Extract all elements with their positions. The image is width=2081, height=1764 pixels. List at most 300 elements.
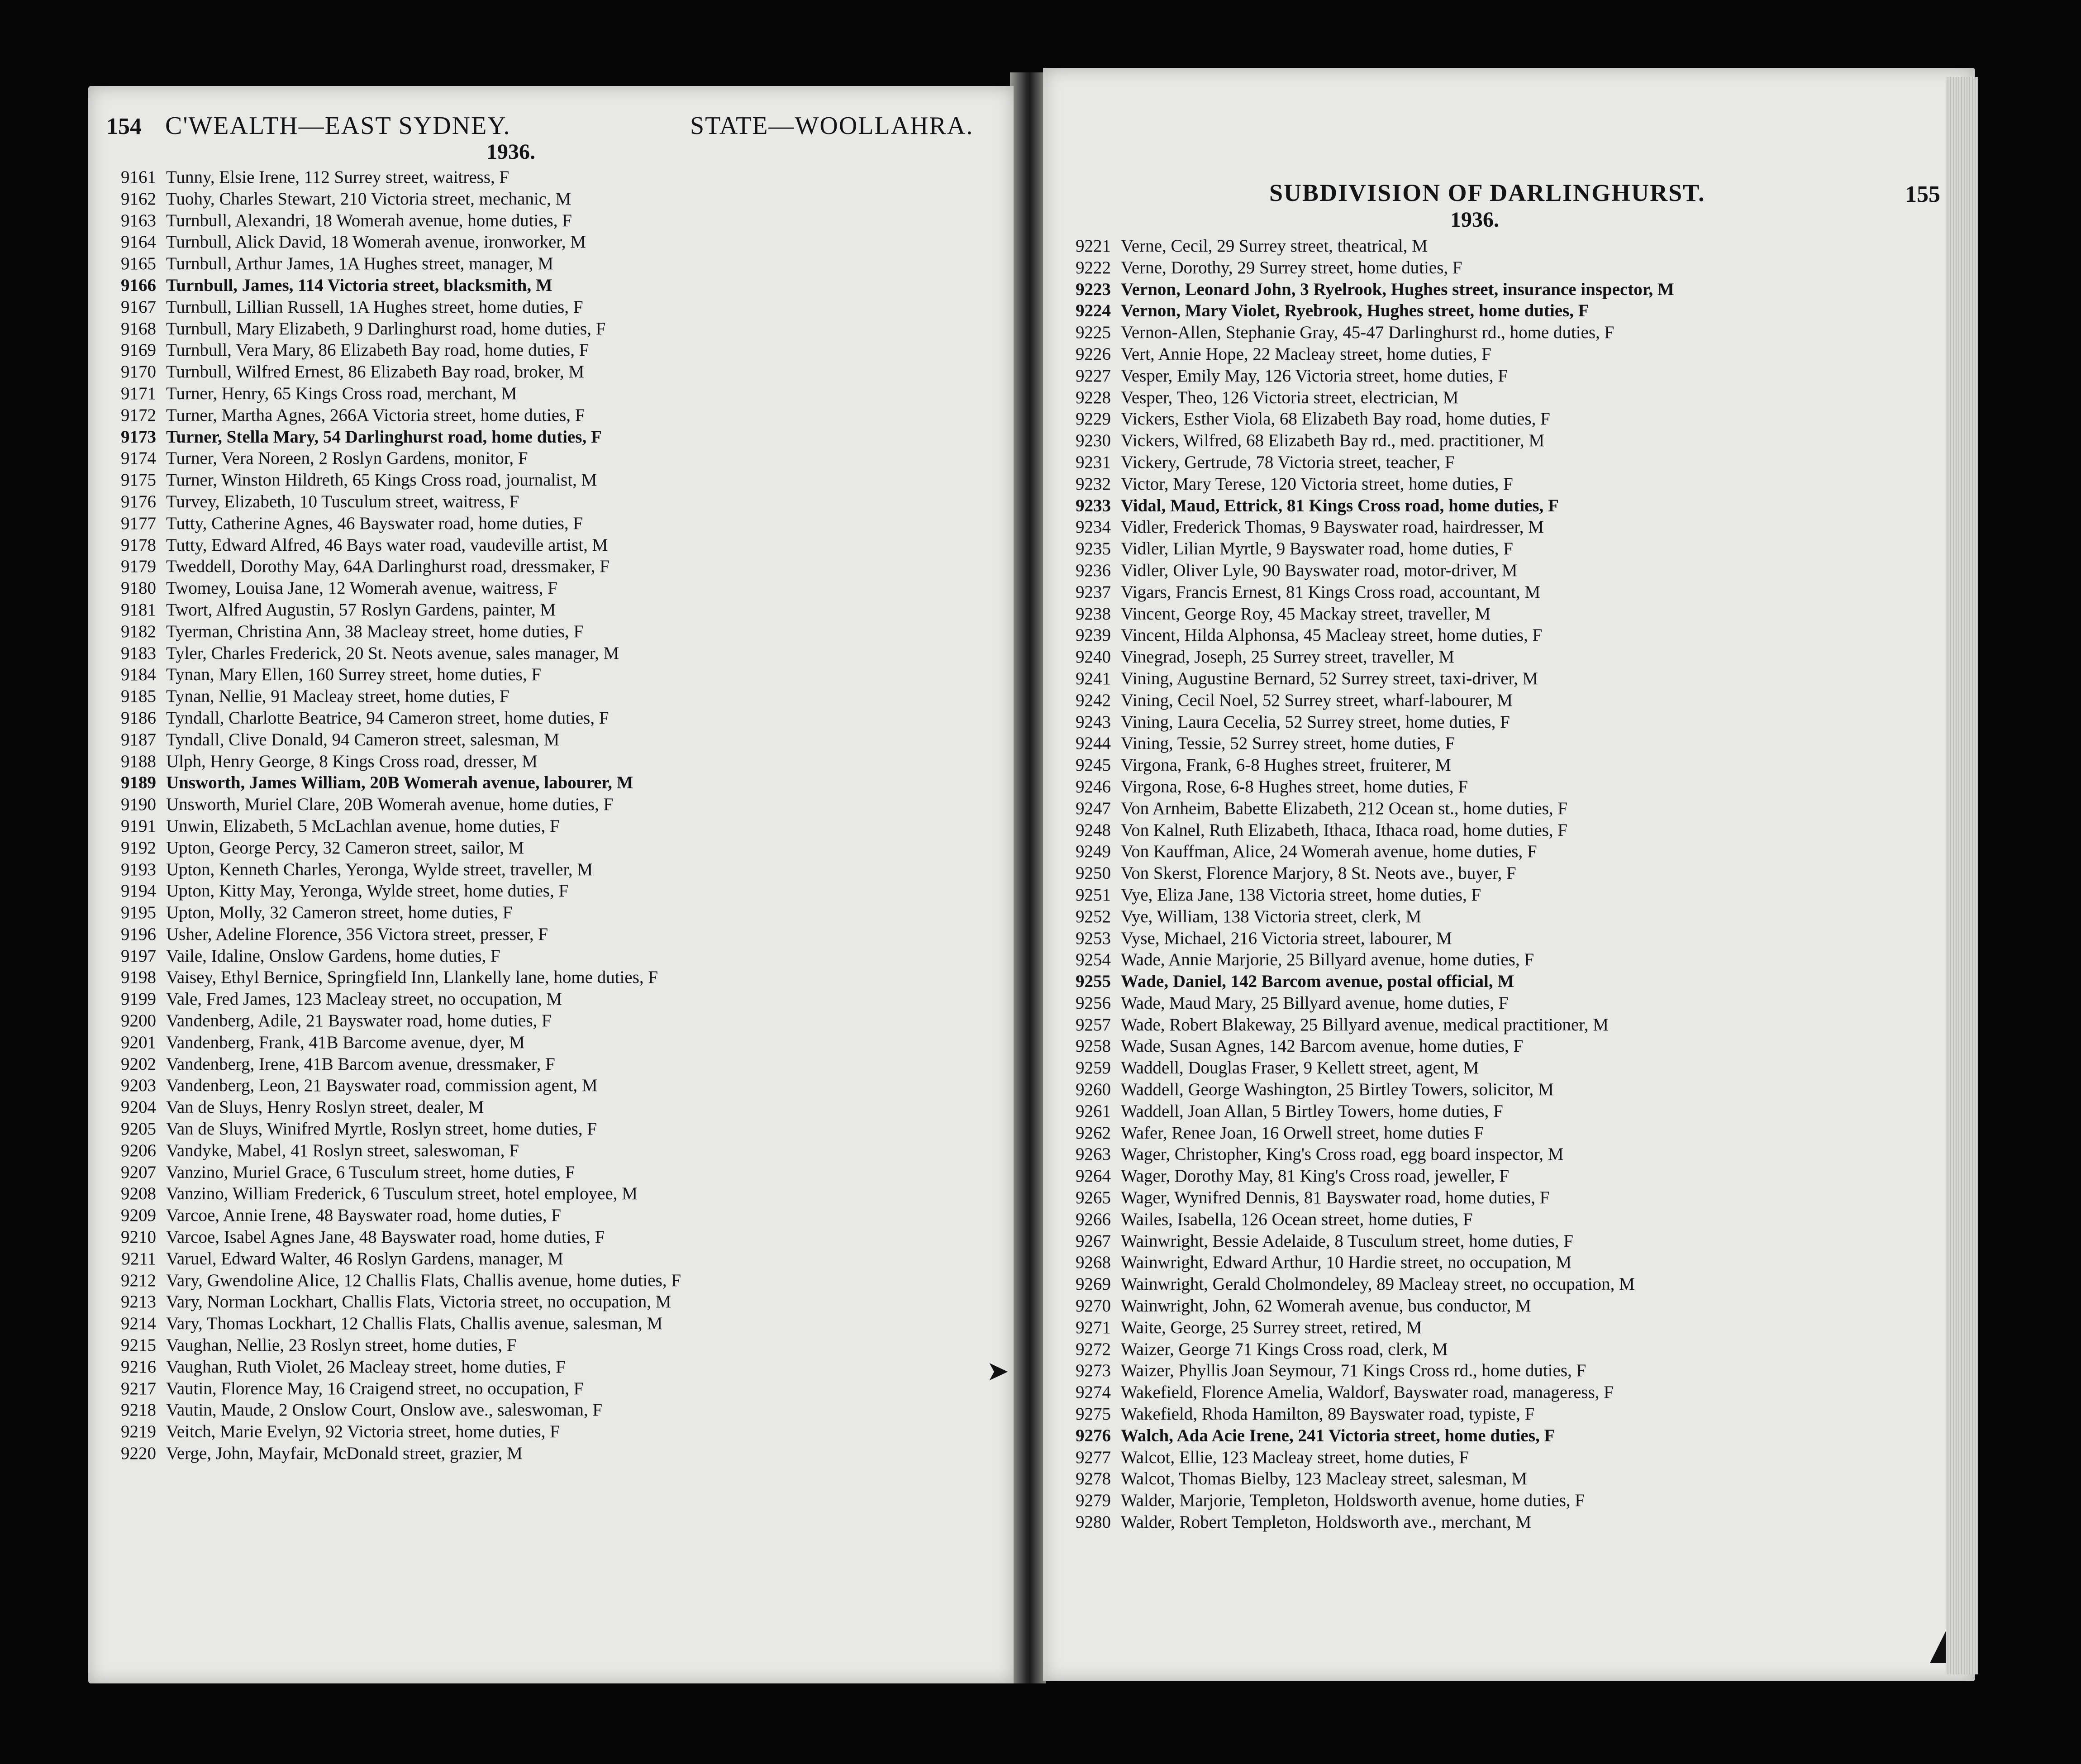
- entry-text: Vincent, Hilda Alphonsa, 45 Macleay street, home duties, F: [1121, 625, 1543, 645]
- entry-number: 9181: [121, 600, 156, 620]
- entry-number: 9266: [1076, 1209, 1111, 1229]
- directory-entry: [1043, 365, 1674, 387]
- entry-text: Wainwright, Edward Arthur, 10 Hardie street, no occupation, M: [1121, 1253, 1572, 1273]
- directory-entry: [1043, 820, 1674, 841]
- directory-entry: [88, 707, 681, 729]
- entry-text: Unsworth, Muriel Clare, 20B Womerah avenue, home duties, F: [166, 795, 614, 815]
- entry-number: 9194: [121, 881, 156, 901]
- entry-text: Waizer, Phyllis Joan Seymour, 71 Kings Cross rd., home duties, F: [1121, 1361, 1586, 1381]
- right-entries-list: [1043, 235, 1674, 1533]
- entry-text: Vandenberg, Frank, 41B Barcome avenue, dyer, M: [166, 1032, 525, 1052]
- directory-entry: [88, 1075, 681, 1097]
- entry-text: Walder, Robert Templeton, Holdsworth ave., merchant, M: [1121, 1512, 1532, 1532]
- directory-entry: [88, 1226, 681, 1248]
- entry-text: Vary, Thomas Lockhart, 12 Challis Flats, Challis avenue, salesman, M: [166, 1314, 663, 1334]
- entry-number: 9273: [1076, 1361, 1111, 1381]
- directory-entry: [1043, 1230, 1674, 1252]
- directory-entry: [88, 1399, 681, 1421]
- entry-number: 9270: [1076, 1296, 1111, 1316]
- entry-text: Verge, John, Mayfair, McDonald street, grazier, M: [166, 1444, 523, 1464]
- directory-entry: [88, 1205, 681, 1226]
- right-header: SUBDIVISION OF DARLINGHURST.: [1269, 179, 1705, 206]
- entry-number: 9188: [121, 751, 156, 771]
- entry-number: 9233: [1076, 496, 1111, 515]
- entry-text: Vidal, Maud, Ettrick, 81 Kings Cross road, home duties, F: [1121, 496, 1559, 515]
- entry-text: Vandyke, Mabel, 41 Roslyn street, saleswoman, F: [166, 1140, 519, 1160]
- entry-number: 9272: [1076, 1339, 1111, 1359]
- entry-number: 9163: [121, 210, 156, 230]
- entry-number: 9240: [1076, 647, 1111, 667]
- directory-entry: [1043, 1447, 1674, 1468]
- entry-number: 9241: [1076, 668, 1111, 688]
- directory-entry: [1043, 928, 1674, 949]
- entry-number: 9217: [121, 1378, 156, 1398]
- entry-text: Von Skerst, Florence Marjory, 8 St. Neots ave., buyer, F: [1121, 863, 1516, 883]
- entry-number: 9192: [121, 838, 156, 858]
- entry-text: Vandenberg, Leon, 21 Bayswater road, commission agent, M: [166, 1076, 598, 1096]
- entry-number: 9210: [121, 1227, 156, 1247]
- directory-entry: [1043, 408, 1674, 430]
- entry-number: 9280: [1076, 1512, 1111, 1532]
- entry-number: 9238: [1076, 604, 1111, 624]
- directory-entry: [1043, 1101, 1674, 1122]
- entry-number: 9165: [121, 254, 156, 274]
- directory-entry: [88, 383, 681, 405]
- entry-text: Varuel, Edward Walter, 46 Roslyn Gardens, manager, M: [166, 1249, 563, 1268]
- entry-text: Wakefield, Rhoda Hamilton, 89 Bayswater road, typiste, F: [1121, 1404, 1535, 1424]
- entry-number: 9260: [1076, 1080, 1111, 1100]
- entry-text: Vary, Gwendoline Alice, 12 Challis Flats, Challis avenue, home duties, F: [166, 1270, 681, 1290]
- directory-entry: [1043, 1079, 1674, 1101]
- directory-entry: [88, 339, 681, 361]
- entry-text: Wager, Wynifred Dennis, 81 Bayswater road, home duties, F: [1121, 1188, 1550, 1208]
- entry-text: Vigars, Francis Ernest, 81 Kings Cross road, accountant, M: [1121, 582, 1540, 602]
- entry-number: 9267: [1076, 1231, 1111, 1251]
- entry-number: 9252: [1076, 906, 1111, 926]
- entry-number: 9182: [121, 621, 156, 641]
- entry-text: Tutty, Catherine Agnes, 46 Bayswater road, home duties, F: [166, 513, 583, 533]
- entry-number: 9191: [121, 816, 156, 836]
- entry-text: Wade, Daniel, 142 Barcom avenue, postal official, M: [1121, 972, 1514, 992]
- entry-text: Vincent, George Roy, 45 Mackay street, traveller, M: [1121, 604, 1491, 624]
- directory-entry: [1043, 1209, 1674, 1230]
- entry-number: 9229: [1076, 409, 1111, 429]
- entry-text: Twort, Alfred Augustin, 57 Roslyn Gardens, painter, M: [166, 600, 556, 620]
- entry-text: Wade, Annie Marjorie, 25 Billyard avenue, home duties, F: [1121, 950, 1534, 970]
- entry-number: 9219: [121, 1422, 156, 1442]
- entry-number: 9202: [121, 1054, 156, 1074]
- directory-entry: [1043, 1382, 1674, 1403]
- directory-entry: [88, 1010, 681, 1032]
- entry-text: Vaughan, Ruth Violet, 26 Macleay street, home duties, F: [166, 1357, 566, 1377]
- entry-text: Waizer, George 71 Kings Cross road, clerk, M: [1121, 1339, 1448, 1359]
- entry-number: 9268: [1076, 1253, 1111, 1273]
- left-header-left: C'WEALTH—EAST SYDNEY.: [165, 112, 511, 140]
- directory-entry: [1043, 343, 1674, 365]
- directory-entry: [88, 1097, 681, 1118]
- entry-text: Wakefield, Florence Amelia, Waldorf, Bayswater road, manageress, F: [1121, 1383, 1614, 1402]
- entry-text: Turnbull, Alexandri, 18 Womerah avenue, home duties, F: [166, 210, 572, 230]
- entry-number: 9225: [1076, 323, 1111, 343]
- entry-number: 9178: [121, 535, 156, 555]
- entry-number: 9209: [121, 1206, 156, 1225]
- directory-entry: [1043, 1035, 1674, 1057]
- entry-text: Vernon, Mary Violet, Ryebrook, Hughes street, home duties, F: [1121, 301, 1589, 321]
- entry-text: Von Kauffman, Alice, 24 Womerah avenue, home duties, F: [1121, 842, 1537, 862]
- directory-entry: [88, 361, 681, 383]
- entry-number: 9197: [121, 946, 156, 966]
- left-header-right: STATE—WOOLLAHRA.: [690, 112, 974, 140]
- entry-number: 9255: [1076, 972, 1111, 992]
- entry-text: Usher, Adeline Florence, 356 Victora street, presser, F: [166, 924, 548, 944]
- entry-text: Vye, William, 138 Victoria street, clerk, M: [1121, 906, 1421, 926]
- entry-number: 9161: [121, 167, 156, 187]
- entry-text: Vandenberg, Irene, 41B Barcom avenue, dressmaker, F: [166, 1054, 555, 1074]
- directory-entry: [88, 296, 681, 318]
- entry-number: 9265: [1076, 1188, 1111, 1208]
- entry-text: Vining, Cecil Noel, 52 Surrey street, wharf-labourer, M: [1121, 690, 1513, 710]
- entry-text: Tyler, Charles Frederick, 20 St. Neots avenue, sales manager, M: [166, 643, 619, 663]
- entry-number: 9261: [1076, 1101, 1111, 1121]
- entry-number: 9216: [121, 1357, 156, 1377]
- directory-entry: [1043, 1490, 1674, 1511]
- entry-number: 9279: [1076, 1491, 1111, 1511]
- entry-text: Von Kalnel, Ruth Elizabeth, Ithaca, Ithaca road, home duties, F: [1121, 820, 1567, 840]
- entry-number: 9228: [1076, 387, 1111, 407]
- entry-text: Turner, Stella Mary, 54 Darlinghurst road, home duties, F: [166, 427, 602, 447]
- directory-entry: [88, 469, 681, 491]
- entry-number: 9224: [1076, 301, 1111, 321]
- entry-text: Waddell, George Washington, 25 Birtley Towers, solicitor, M: [1121, 1080, 1554, 1100]
- entry-number: 9190: [121, 795, 156, 815]
- directory-entry: [88, 167, 681, 188]
- directory-entry: [1043, 1511, 1674, 1533]
- directory-entry: [1043, 1295, 1674, 1317]
- entry-text: Wade, Susan Agnes, 142 Barcom avenue, home duties, F: [1121, 1036, 1524, 1056]
- directory-entry: [88, 1378, 681, 1400]
- entry-text: Turner, Martha Agnes, 266A Victoria street, home duties, F: [166, 405, 585, 425]
- entry-text: Waite, George, 25 Surrey street, retired, M: [1121, 1317, 1422, 1337]
- right-page: [1043, 68, 1975, 1681]
- directory-entry: [88, 556, 681, 577]
- entry-number: 9201: [121, 1032, 156, 1052]
- directory-entry: [88, 772, 681, 794]
- entry-text: Wade, Robert Blakeway, 25 Billyard avenue, medical practitioner, M: [1121, 1015, 1609, 1035]
- entry-number: 9171: [121, 383, 156, 403]
- directory-entry: [1043, 841, 1674, 863]
- entry-text: Wailes, Isabella, 126 Ocean street, home duties, F: [1121, 1209, 1473, 1229]
- entry-number: 9206: [121, 1140, 156, 1160]
- directory-entry: [1043, 279, 1674, 300]
- entry-text: Vidler, Lilian Myrtle, 9 Bayswater road, home duties, F: [1121, 539, 1513, 559]
- entry-text: Wager, Dorothy May, 81 King's Cross road, jeweller, F: [1121, 1166, 1510, 1186]
- entry-number: 9231: [1076, 452, 1111, 472]
- directory-entry: [88, 837, 681, 859]
- entry-text: Verne, Cecil, 29 Surrey street, theatrical, M: [1121, 236, 1428, 256]
- entry-number: 9276: [1076, 1426, 1111, 1445]
- entry-number: 9257: [1076, 1015, 1111, 1035]
- directory-entry: [1043, 1468, 1674, 1490]
- directory-entry: [88, 253, 681, 275]
- directory-entry: [1043, 1165, 1674, 1187]
- directory-entry: [88, 599, 681, 621]
- directory-entry: [1043, 1360, 1674, 1382]
- entry-number: 9258: [1076, 1036, 1111, 1056]
- directory-entry: [88, 686, 681, 707]
- entry-number: 9275: [1076, 1404, 1111, 1424]
- entry-number: 9222: [1076, 257, 1111, 277]
- directory-entry: [1043, 1057, 1674, 1079]
- entry-number: 9220: [121, 1444, 156, 1464]
- directory-entry: [1043, 776, 1674, 798]
- entry-number: 9256: [1076, 993, 1111, 1013]
- entry-text: Vanzino, Muriel Grace, 6 Tusculum street, home duties, F: [166, 1162, 575, 1182]
- entry-number: 9184: [121, 665, 156, 685]
- entry-number: 9237: [1076, 582, 1111, 602]
- directory-entry: [88, 426, 681, 448]
- entry-text: Van de Sluys, Winifred Myrtle, Roslyn street, home duties, F: [166, 1119, 597, 1139]
- entry-text: Vickers, Wilfred, 68 Elizabeth Bay rd., med. practitioner, M: [1121, 431, 1545, 451]
- entry-text: Victor, Mary Terese, 120 Victoria street, home duties, F: [1121, 474, 1513, 494]
- entry-text: Tynan, Mary Ellen, 160 Surrey street, home duties, F: [166, 665, 542, 685]
- entry-number: 9170: [121, 362, 156, 382]
- entry-number: 9203: [121, 1076, 156, 1096]
- directory-entry: [1043, 430, 1674, 452]
- entry-number: 9277: [1076, 1447, 1111, 1467]
- entry-text: Tyerman, Christina Ann, 38 Macleay street, home duties, F: [166, 621, 584, 641]
- directory-entry: [88, 902, 681, 924]
- directory-entry: [88, 643, 681, 664]
- directory-entry: [1043, 625, 1674, 646]
- entry-text: Vaughan, Nellie, 23 Roslyn street, home duties, F: [166, 1335, 517, 1355]
- entry-number: 9278: [1076, 1469, 1111, 1489]
- entry-text: Van de Sluys, Henry Roslyn street, dealer, M: [166, 1097, 484, 1117]
- entry-text: Waddell, Joan Allan, 5 Birtley Towers, home duties, F: [1121, 1101, 1503, 1121]
- entry-text: Walcot, Ellie, 123 Macleay street, home duties, F: [1121, 1447, 1469, 1467]
- directory-entry: [1043, 711, 1674, 733]
- directory-entry: [1043, 582, 1674, 603]
- directory-entry: [1043, 884, 1674, 906]
- entry-number: 9196: [121, 924, 156, 944]
- entry-text: Wade, Maud Mary, 25 Billyard avenue, home duties, F: [1121, 993, 1509, 1013]
- entry-text: Wainwright, John, 62 Womerah avenue, bus conductor, M: [1121, 1296, 1531, 1316]
- left-entries-list: [88, 167, 681, 1464]
- entry-number: 9198: [121, 968, 156, 987]
- directory-entry: [88, 231, 681, 253]
- entry-text: Turnbull, Mary Elizabeth, 9 Darlinghurst road, home duties, F: [166, 319, 606, 338]
- entry-text: Upton, Molly, 32 Cameron street, home duties, F: [166, 903, 513, 923]
- directory-entry: [88, 1291, 681, 1313]
- directory-entry: [1043, 452, 1674, 473]
- directory-entry: [1043, 235, 1674, 257]
- directory-entry: [88, 729, 681, 751]
- entry-text: Vautin, Florence May, 16 Craigend street, no occupation, F: [166, 1378, 584, 1398]
- entry-text: Vinegrad, Joseph, 25 Surrey street, traveller, M: [1121, 647, 1454, 667]
- entry-number: 9264: [1076, 1166, 1111, 1186]
- entry-number: 9175: [121, 470, 156, 490]
- directory-entry: [1043, 538, 1674, 560]
- entry-number: 9193: [121, 859, 156, 879]
- entry-text: Vickers, Esther Viola, 68 Elizabeth Bay road, home duties, F: [1121, 409, 1550, 429]
- entry-text: Tynan, Nellie, 91 Macleay street, home duties, F: [166, 687, 510, 706]
- directory-entry: [88, 1032, 681, 1054]
- directory-entry: [1043, 1403, 1674, 1425]
- directory-entry: [88, 621, 681, 643]
- directory-entry: [1043, 1339, 1674, 1360]
- directory-entry: [1043, 798, 1674, 820]
- entry-number: 9239: [1076, 625, 1111, 645]
- entry-text: Vaisey, Ethyl Bernice, Springfield Inn, Llankelly lane, home duties, F: [166, 968, 658, 987]
- entry-text: Vining, Augustine Bernard, 52 Surrey street, taxi-driver, M: [1121, 668, 1538, 688]
- entry-text: Vining, Tessie, 52 Surrey street, home duties, F: [1121, 734, 1455, 753]
- directory-entry: [1043, 387, 1674, 409]
- entry-text: Tyndall, Clive Donald, 94 Cameron street, salesman, M: [166, 729, 560, 749]
- directory-entry: [1043, 322, 1674, 343]
- directory-entry: [88, 513, 681, 534]
- directory-entry: [88, 880, 681, 902]
- entry-text: Turnbull, Alick David, 18 Womerah avenue, ironworker, M: [166, 232, 586, 252]
- entry-number: 9212: [121, 1270, 156, 1290]
- entry-number: 9250: [1076, 863, 1111, 883]
- entry-number: 9244: [1076, 734, 1111, 753]
- entry-text: Vyse, Michael, 216 Victoria street, labourer, M: [1121, 928, 1452, 948]
- directory-entry: [88, 924, 681, 945]
- directory-entry: [1043, 992, 1674, 1014]
- entry-number: 9230: [1076, 431, 1111, 451]
- directory-entry: [88, 210, 681, 232]
- entry-text: Tunny, Elsie Irene, 112 Surrey street, waitress, F: [166, 167, 510, 187]
- entry-text: Tyndall, Charlotte Beatrice, 94 Cameron street, home duties, F: [166, 708, 609, 728]
- directory-entry: [1043, 1273, 1674, 1295]
- entry-number: 9249: [1076, 842, 1111, 862]
- directory-entry: [1043, 1317, 1674, 1339]
- entry-number: 9248: [1076, 820, 1111, 840]
- directory-entry: [88, 1140, 681, 1162]
- entry-text: Vaile, Idaline, Onslow Gardens, home duties, F: [166, 946, 500, 966]
- directory-entry: [88, 448, 681, 469]
- entry-text: Unsworth, James William, 20B Womerah avenue, labourer, M: [166, 773, 633, 793]
- entry-text: Vesper, Theo, 126 Victoria street, electrician, M: [1121, 387, 1459, 407]
- directory-entry: [1043, 1425, 1674, 1447]
- entry-number: 9274: [1076, 1383, 1111, 1402]
- entry-text: Upton, Kenneth Charles, Yeronga, Wylde street, traveller, M: [166, 859, 593, 879]
- entry-number: 9232: [1076, 474, 1111, 494]
- entry-number: 9207: [121, 1162, 156, 1182]
- entry-text: Virgona, Rose, 6-8 Hughes street, home duties, F: [1121, 777, 1468, 796]
- directory-entry: [88, 1118, 681, 1140]
- entry-text: Verne, Dorothy, 29 Surrey street, home duties, F: [1121, 257, 1462, 277]
- directory-entry: [88, 1183, 681, 1205]
- entry-number: 9254: [1076, 950, 1111, 970]
- entry-number: 9179: [121, 557, 156, 577]
- entry-text: Turvey, Elizabeth, 10 Tusculum street, waitress, F: [166, 491, 519, 511]
- entry-text: Ulph, Henry George, 8 Kings Cross road, dresser, M: [166, 751, 538, 771]
- entry-number: 9187: [121, 729, 156, 749]
- entry-number: 9162: [121, 189, 156, 209]
- entry-number: 9221: [1076, 236, 1111, 256]
- entry-number: 9245: [1076, 755, 1111, 775]
- entry-text: Veitch, Marie Evelyn, 92 Victoria street, home duties, F: [166, 1422, 560, 1442]
- directory-entry: [1043, 754, 1674, 776]
- entry-number: 9235: [1076, 539, 1111, 559]
- directory-entry: [1043, 949, 1674, 971]
- directory-entry: [88, 859, 681, 881]
- directory-entry: [88, 1248, 681, 1270]
- entry-number: 9172: [121, 405, 156, 425]
- directory-entry: [1043, 495, 1674, 517]
- entry-text: Vickery, Gertrude, 78 Victoria street, teacher, F: [1121, 452, 1455, 472]
- entry-text: Varcoe, Isabel Agnes Jane, 48 Bayswater road, home duties, F: [166, 1227, 605, 1247]
- directory-entry: [88, 318, 681, 340]
- entry-number: 9173: [121, 427, 156, 447]
- directory-entry: [1043, 646, 1674, 668]
- entry-number: 9262: [1076, 1123, 1111, 1143]
- entry-text: Turnbull, Lillian Russell, 1A Hughes street, home duties, F: [166, 297, 583, 317]
- right-page-number: 155: [1905, 181, 1940, 207]
- entry-text: Turner, Henry, 65 Kings Cross road, merchant, M: [166, 383, 517, 403]
- entry-number: 9166: [121, 275, 156, 295]
- entry-text: Vernon, Leonard John, 3 Ryelrook, Hughes street, insurance inspector, M: [1121, 279, 1674, 299]
- directory-entry: [88, 815, 681, 837]
- directory-entry: [1043, 906, 1674, 928]
- directory-entry: [88, 1270, 681, 1292]
- entry-number: 9242: [1076, 690, 1111, 710]
- directory-entry: [1043, 1187, 1674, 1209]
- entry-text: Wafer, Renee Joan, 16 Orwell street, home duties F: [1121, 1123, 1484, 1143]
- entry-number: 9189: [121, 773, 156, 793]
- directory-entry: [1043, 1252, 1674, 1273]
- directory-entry: [88, 1313, 681, 1335]
- entry-text: Vale, Fred James, 123 Macleay street, no occupation, M: [166, 989, 562, 1009]
- entry-number: 9169: [121, 340, 156, 360]
- directory-entry: [1043, 516, 1674, 538]
- directory-entry: [1043, 560, 1674, 582]
- directory-entry: [88, 1421, 681, 1443]
- directory-entry: [88, 1335, 681, 1356]
- entry-number: 9183: [121, 643, 156, 663]
- entry-number: 9236: [1076, 560, 1111, 580]
- entry-number: 9200: [121, 1011, 156, 1031]
- entry-text: Walcot, Thomas Bielby, 123 Macleay street, salesman, M: [1121, 1469, 1527, 1489]
- entry-text: Wainwright, Gerald Cholmondeley, 89 Macleay street, no occupation, M: [1121, 1274, 1635, 1294]
- entry-number: 9186: [121, 708, 156, 728]
- entry-number: 9223: [1076, 279, 1111, 299]
- entry-number: 9251: [1076, 885, 1111, 905]
- entry-text: Turner, Vera Noreen, 2 Roslyn Gardens, monitor, F: [166, 448, 528, 468]
- entry-text: Vining, Laura Cecelia, 52 Surrey street, home duties, F: [1121, 712, 1510, 732]
- entry-text: Waddell, Douglas Fraser, 9 Kellett street, agent, M: [1121, 1058, 1479, 1078]
- entry-number: 9213: [121, 1292, 156, 1312]
- entry-number: 9269: [1076, 1274, 1111, 1294]
- entry-text: Unwin, Elizabeth, 5 McLachlan avenue, home duties, F: [166, 816, 560, 836]
- entry-text: Upton, Kitty May, Yeronga, Wylde street, home duties, F: [166, 881, 569, 901]
- entry-text: Vert, Annie Hope, 22 Macleay street, home duties, F: [1121, 344, 1491, 364]
- entry-number: 9208: [121, 1184, 156, 1204]
- directory-entry: [88, 664, 681, 686]
- directory-entry: [88, 988, 681, 1010]
- entry-number: 9176: [121, 491, 156, 511]
- directory-entry: [1043, 1014, 1674, 1036]
- directory-entry: [1043, 1122, 1674, 1144]
- entry-text: Virgona, Frank, 6-8 Hughes street, fruiterer, M: [1121, 755, 1451, 775]
- entry-text: Turner, Winston Hildreth, 65 Kings Cross road, journalist, M: [166, 470, 597, 490]
- entry-text: Twomey, Louisa Jane, 12 Womerah avenue, waitress, F: [166, 578, 557, 598]
- entry-text: Vandenberg, Adile, 21 Bayswater road, home duties, F: [166, 1011, 552, 1031]
- entry-number: 9205: [121, 1119, 156, 1139]
- directory-entry: [1043, 1144, 1674, 1165]
- directory-entry: [1043, 668, 1674, 690]
- directory-entry: [88, 534, 681, 556]
